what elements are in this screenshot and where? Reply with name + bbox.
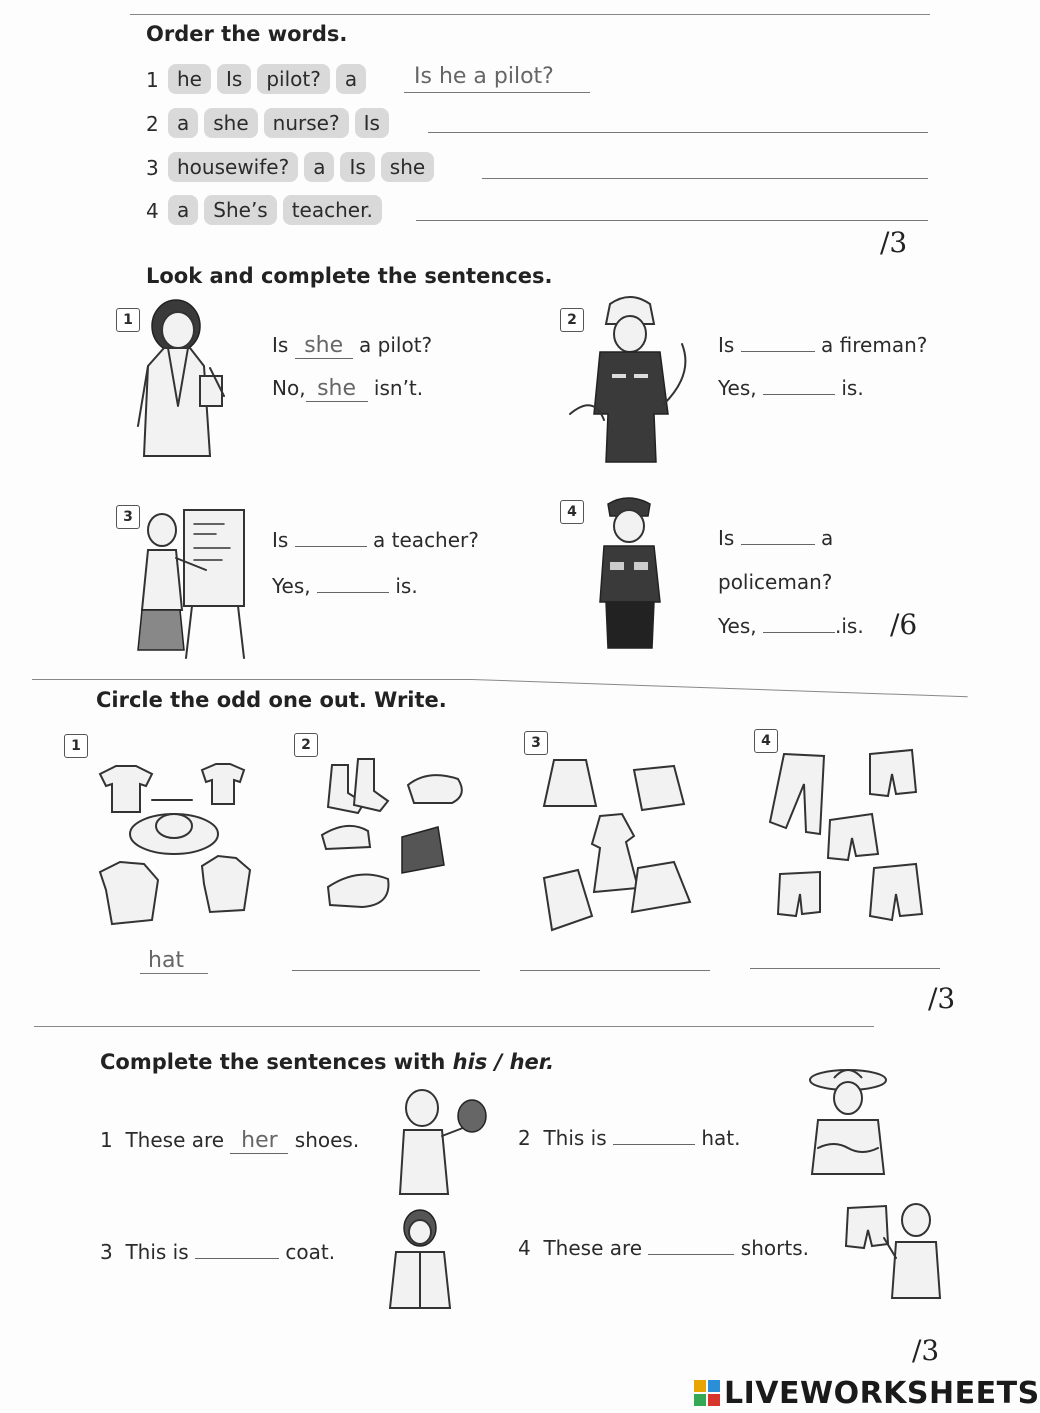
s2-a-post: isn’t. <box>373 376 424 400</box>
policeman-illustration <box>590 492 670 652</box>
word-chip[interactable]: teacher. <box>283 195 382 225</box>
s2-item-number: 1 <box>116 308 140 332</box>
s2-q-post: a fireman? <box>821 333 928 357</box>
s3-item-number: 1 <box>64 734 88 758</box>
s4-pre: These are <box>543 1236 643 1260</box>
s3-score: /3 <box>928 982 956 1015</box>
fireman-illustration <box>564 294 704 464</box>
s2-q-pre: Is <box>718 333 735 357</box>
boy-with-hat-illustration <box>804 1060 894 1176</box>
s1-answer-field[interactable]: Is he a pilot? <box>404 64 590 93</box>
word-chip[interactable]: housewife? <box>168 152 298 182</box>
word-chip[interactable]: a <box>168 108 198 138</box>
s4-post: shoes. <box>294 1128 360 1152</box>
word-chip[interactable]: She’s <box>204 195 276 225</box>
s2-answer <box>718 614 864 638</box>
brand-name: LIVEWORKSHEETS <box>724 1375 1040 1411</box>
s2-a-post: .is. <box>835 614 864 638</box>
word-chip[interactable]: Is <box>355 108 389 138</box>
s2-a-answer-field[interactable] <box>763 632 835 633</box>
s4-item-number: 2 <box>518 1126 531 1150</box>
s1-score: /3 <box>880 226 908 259</box>
s2-answer <box>272 574 418 598</box>
s2-q-pre: Is <box>272 528 289 552</box>
s1-word-chips <box>168 108 395 138</box>
s2-a-pre: No, <box>272 376 306 400</box>
s4-pre: These are <box>125 1128 225 1152</box>
s4-sentence <box>100 1240 335 1264</box>
s3-answer-field[interactable] <box>750 942 940 969</box>
s4-heading-slash: / <box>494 1050 503 1074</box>
s2-item-number: 4 <box>560 500 584 524</box>
logo-icon <box>694 1380 720 1406</box>
s2-a-answer-field[interactable]: she <box>306 376 368 402</box>
word-chip[interactable]: a <box>168 195 198 225</box>
s2-score: /6 <box>890 608 918 641</box>
s4-answer-field[interactable]: her <box>230 1128 288 1154</box>
s2-item-number: 2 <box>560 308 584 332</box>
section3-heading: Circle the odd one out. Write. <box>96 688 447 712</box>
pilot-woman-illustration <box>134 296 244 464</box>
s3-item-number: 2 <box>294 733 318 757</box>
s4-answer-field[interactable] <box>195 1258 279 1259</box>
s1-answer-field[interactable] <box>416 194 928 221</box>
word-chip[interactable]: a <box>304 152 334 182</box>
s2-q-answer-field[interactable] <box>741 544 815 545</box>
s4-sentence <box>518 1126 741 1150</box>
s2-question <box>718 526 833 550</box>
s4-item-number: 3 <box>100 1240 113 1264</box>
girl-in-coat-illustration <box>388 1208 452 1308</box>
section2-heading: Look and complete the sentences. <box>146 264 553 288</box>
s1-item-number: 3 <box>146 156 159 180</box>
section1-heading: Order the words. <box>146 22 348 46</box>
s4-answer-field[interactable] <box>613 1144 695 1145</box>
word-chip[interactable]: she <box>381 152 434 182</box>
s2-q-post: a pilot? <box>359 333 433 357</box>
s4-heading-text: Complete the sentences with <box>100 1050 446 1074</box>
s2-a-post: is. <box>395 574 418 598</box>
s2-q-answer-field[interactable] <box>741 351 815 352</box>
boy-holding-shorts-illustration <box>842 1198 942 1298</box>
s2-question <box>272 528 479 552</box>
s3-answer-field[interactable]: hat <box>140 948 208 974</box>
s1-word-chips <box>168 195 388 225</box>
s2-a-post: is. <box>841 376 864 400</box>
s2-item-number: 3 <box>116 505 140 529</box>
s2-a-answer-field[interactable] <box>763 394 835 395</box>
s2-answer <box>718 376 864 400</box>
s2-q-answer-field[interactable] <box>295 546 367 547</box>
trousers-shorts-set-illustration <box>764 744 944 936</box>
s2-a-pre: Yes, <box>718 376 757 400</box>
s2-q-pre: Is <box>272 333 289 357</box>
word-chip[interactable]: a <box>336 64 366 94</box>
word-chip[interactable]: Is <box>340 152 374 182</box>
s4-sentence <box>518 1236 809 1260</box>
s2-q-answer-field[interactable]: she <box>295 333 353 359</box>
s4-post: shorts. <box>740 1236 809 1260</box>
s4-pre: This is <box>125 1240 189 1264</box>
s2-question-line2: policeman? <box>718 570 833 594</box>
s2-q-post: a teacher? <box>373 528 479 552</box>
s4-sentence <box>100 1128 359 1154</box>
s1-item-number: 2 <box>146 112 159 136</box>
s2-answer <box>272 376 423 402</box>
s4-pre: This is <box>543 1126 607 1150</box>
s2-q-pre: Is <box>718 526 735 550</box>
s2-a-pre: Yes, <box>272 574 311 598</box>
s2-question <box>718 333 927 357</box>
s3-item-number: 4 <box>754 729 778 753</box>
word-chip[interactable]: nurse? <box>264 108 349 138</box>
s1-item-number: 1 <box>146 68 159 92</box>
s3-answer-field[interactable] <box>520 944 710 971</box>
s4-answer-field[interactable] <box>648 1254 734 1255</box>
s4-heading-her: her. <box>509 1050 555 1074</box>
s2-a-answer-field[interactable] <box>317 592 389 593</box>
word-chip[interactable]: she <box>204 108 257 138</box>
s1-answer-field[interactable] <box>482 152 928 179</box>
s2-q-post: a <box>821 526 834 550</box>
section4-heading <box>100 1050 554 1074</box>
s4-post: coat. <box>285 1240 336 1264</box>
footwear-set-illustration <box>318 755 478 925</box>
s1-answer-field[interactable] <box>428 106 928 133</box>
s4-heading-his: his <box>452 1050 488 1074</box>
s4-post: hat. <box>701 1126 741 1150</box>
s1-item-number: 4 <box>146 199 159 223</box>
s2-question <box>272 333 432 359</box>
word-chip[interactable]: he <box>168 64 211 94</box>
girl-with-shoes-illustration <box>392 1086 492 1194</box>
skirts-dress-set-illustration <box>538 752 698 937</box>
s4-item-number: 1 <box>100 1128 113 1152</box>
s1-word-chips <box>168 152 440 182</box>
s2-a-pre: Yes, <box>718 614 757 638</box>
s3-item-number: 3 <box>524 731 548 755</box>
word-chip[interactable]: pilot? <box>257 64 330 94</box>
s4-score: /3 <box>912 1334 940 1367</box>
s4-item-number: 4 <box>518 1236 531 1260</box>
word-chip[interactable]: Is <box>217 64 251 94</box>
s1-word-chips <box>168 64 372 94</box>
liveworksheets-logo <box>694 1376 1040 1410</box>
clothes-set1-illustration <box>92 760 262 935</box>
teacher-illustration <box>134 500 254 660</box>
s3-answer-field[interactable] <box>292 944 480 971</box>
